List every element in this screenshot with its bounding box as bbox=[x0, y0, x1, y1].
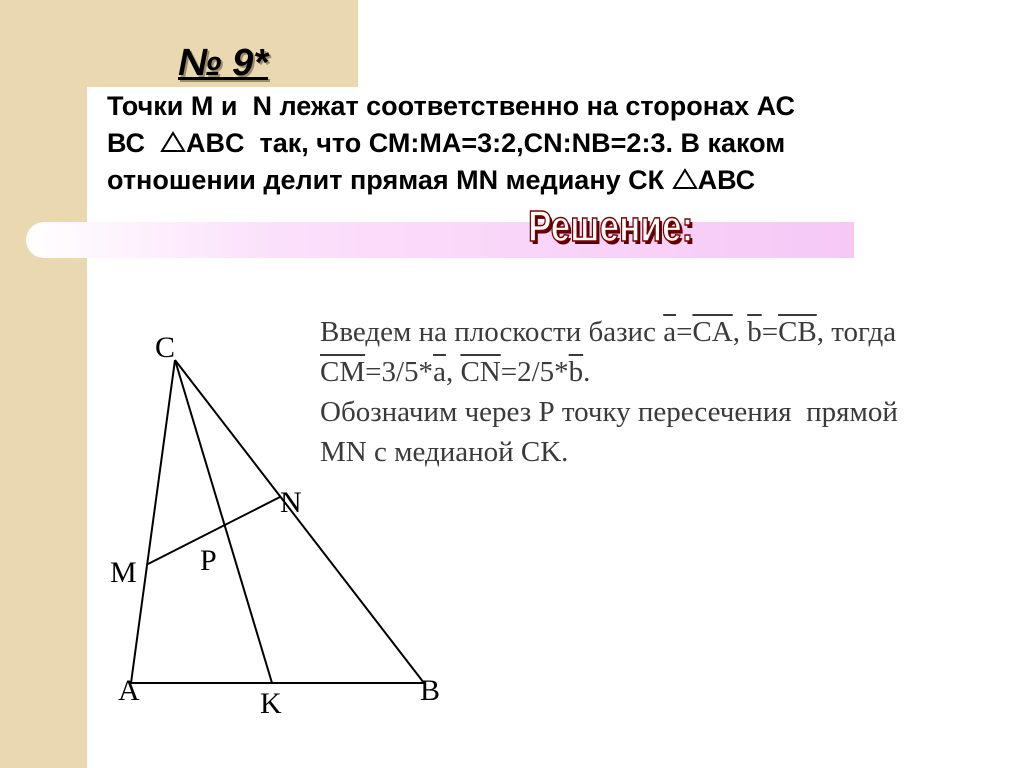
solution-line-2: $\overline{CM}=3/5*\overline{a}$, $\overline{CN}=2/5*\overline{b}$. bbox=[320, 356, 591, 388]
problem-line-2: ВС ABC так, что СМ:МА=3:2,CN:NB=2:3. В каком bbox=[107, 128, 786, 158]
problem-statement bbox=[107, 88, 1007, 199]
triangle-icon bbox=[160, 131, 186, 153]
side-cb bbox=[175, 360, 424, 683]
triangle-icon bbox=[672, 168, 698, 190]
label-a: A bbox=[118, 674, 140, 707]
solution-line-1: Введем на плоскости базис $\overline{a}=\overline{CA}$, $\overline{b}=\overline{CB}$, тогда bbox=[320, 316, 897, 348]
problem-number: № 9* bbox=[178, 42, 269, 84]
label-m: M bbox=[110, 556, 137, 589]
solution-line-4: MN с медианой CK. bbox=[320, 436, 569, 468]
label-n: N bbox=[280, 486, 302, 519]
solution-line-3: Обозначим через Р точку пересечения прямой bbox=[320, 396, 898, 428]
label-b: B bbox=[420, 674, 441, 707]
side-ca bbox=[131, 360, 175, 683]
triangle-diagram bbox=[100, 320, 480, 730]
median-ck bbox=[175, 360, 272, 683]
problem-line-1: Точки M и N лежат соответственно на сторонах АС bbox=[107, 91, 795, 121]
label-p: P bbox=[200, 544, 217, 577]
solution-title: Решение: bbox=[528, 202, 694, 251]
problem-line-3: отношении делит прямая MN медиану СК АВС bbox=[107, 165, 756, 195]
left-decor-band bbox=[0, 0, 87, 768]
label-k: K bbox=[260, 687, 282, 720]
label-c: C bbox=[155, 331, 176, 364]
solution-banner bbox=[26, 222, 854, 258]
